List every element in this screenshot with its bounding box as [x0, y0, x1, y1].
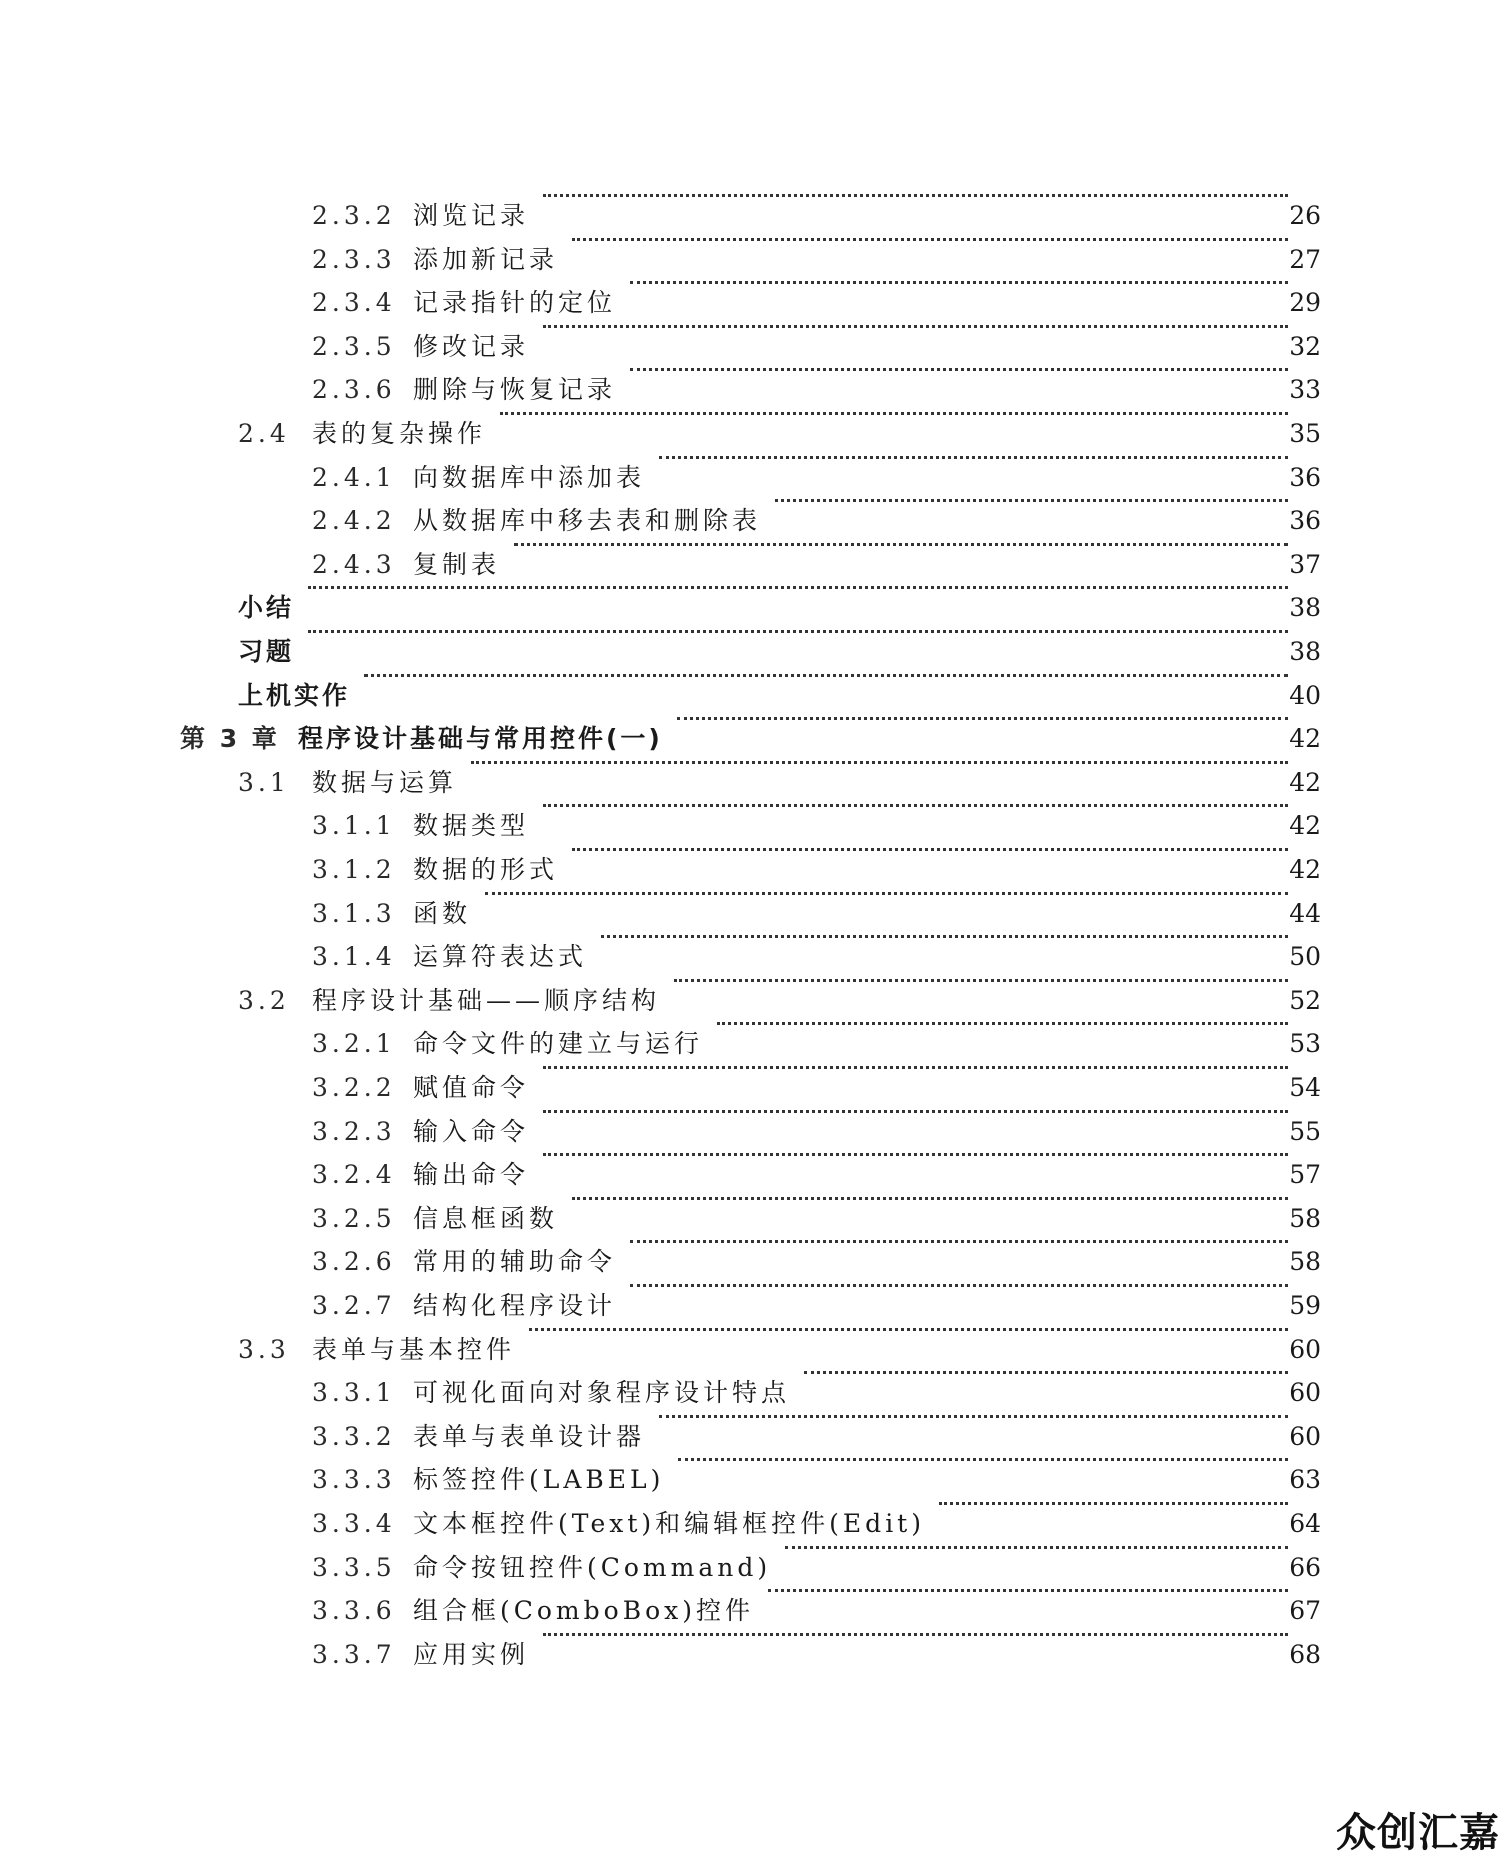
toc-entry-title: 文本框控件(Text)和编辑框控件(Edit): [413, 1509, 925, 1538]
toc-entry-title: 表的复杂操作: [312, 419, 487, 448]
toc-entry-page: 38: [1289, 593, 1321, 622]
toc-entry-page: 26: [1289, 201, 1321, 230]
dot-leader: [939, 1502, 1288, 1505]
toc-entry: [0, 543, 1504, 586]
toc-entry: [0, 1633, 1504, 1676]
dot-leader: [543, 1633, 1288, 1636]
toc-entry-title: 添加新记录: [413, 245, 559, 274]
toc-entry-page: 67: [1289, 1596, 1321, 1625]
dot-leader: [630, 1240, 1288, 1243]
toc-entry-page: 60: [1289, 1335, 1321, 1364]
toc-entry-title: 应用实例: [413, 1640, 530, 1669]
toc-entry-number: 2.3.2: [312, 201, 396, 230]
toc-entry-page: 37: [1289, 550, 1321, 579]
toc-entry: [0, 1153, 1504, 1196]
toc-entry-page: 58: [1289, 1247, 1321, 1276]
toc-entry-title: 浏览记录: [413, 201, 530, 230]
toc-entry-title: 组合框(ComboBox)控件: [413, 1596, 754, 1625]
dot-leader: [572, 1197, 1288, 1200]
toc-entry-title: 程序设计基础——顺序结构: [312, 986, 661, 1015]
toc-entry: [0, 804, 1504, 847]
dot-leader: [572, 848, 1288, 851]
toc-entry-page: 35: [1289, 419, 1321, 448]
toc-entry-page: 68: [1289, 1640, 1321, 1669]
toc-entry-number: 3.3.5: [312, 1553, 396, 1582]
toc-entry-page: 38: [1289, 637, 1321, 666]
dot-leader: [308, 586, 1288, 589]
toc-entry-page: 50: [1289, 942, 1321, 971]
dot-leader: [500, 412, 1288, 415]
toc-entry-title: 数据的形式: [413, 855, 559, 884]
toc-entry-page: 64: [1289, 1509, 1321, 1538]
dot-leader: [543, 194, 1288, 197]
toc-entry-title: 上机实作: [238, 681, 351, 710]
toc-entry-page: 36: [1289, 506, 1321, 535]
toc-entry-title: 表单与表单设计器: [413, 1422, 646, 1451]
toc-entry: [0, 848, 1504, 891]
toc-entry-title: 记录指针的定位: [413, 288, 617, 317]
toc-entry-number: 2.3.4: [312, 288, 396, 317]
dot-leader: [543, 325, 1288, 328]
toc-entry: [0, 674, 1504, 717]
toc-entry-page: 59: [1289, 1291, 1321, 1320]
toc-entry-number: 2.4: [238, 419, 290, 448]
toc-entry-page: 60: [1289, 1378, 1321, 1407]
toc-entry-number: 3.3.7: [312, 1640, 396, 1669]
toc-entry-title: 赋值命令: [413, 1073, 530, 1102]
toc-entry-page: 33: [1289, 375, 1321, 404]
toc-entry-page: 32: [1289, 332, 1321, 361]
toc-entry: [0, 761, 1504, 804]
toc-entry: [0, 238, 1504, 281]
toc-entry-title: 表单与基本控件: [312, 1335, 516, 1364]
dot-leader: [804, 1371, 1288, 1374]
dot-leader: [630, 1284, 1288, 1287]
toc-entry-title: 小结: [238, 593, 295, 622]
toc-entry-number: 3.2.5: [312, 1204, 396, 1233]
toc-entry-page: 29: [1289, 288, 1321, 317]
dot-leader: [601, 935, 1288, 938]
toc-entry: [0, 1284, 1504, 1327]
toc-entry: [0, 1066, 1504, 1109]
toc-entry-number: 3.2.3: [312, 1117, 396, 1146]
toc-entry: [0, 1197, 1504, 1240]
toc-entry: [0, 412, 1504, 455]
dot-leader: [514, 543, 1288, 546]
toc-entry-number: 3.2.7: [312, 1291, 396, 1320]
toc-entry-title: 从数据库中移去表和删除表: [413, 506, 762, 535]
toc-entry-page: 55: [1289, 1117, 1321, 1146]
dot-leader: [543, 804, 1288, 807]
dot-leader: [659, 1415, 1288, 1418]
toc-entry: [0, 499, 1504, 542]
toc-entry: [0, 630, 1504, 673]
toc-entry-number: 3.1.1: [312, 811, 396, 840]
toc-entry-page: 63: [1289, 1465, 1321, 1494]
toc-entry: [0, 717, 1504, 760]
toc-entry-number: 2.3.5: [312, 332, 396, 361]
dot-leader: [543, 1153, 1288, 1156]
toc-entry: [0, 456, 1504, 499]
dot-leader: [543, 1066, 1288, 1069]
toc-entry: [0, 892, 1504, 935]
toc-entry-page: 54: [1289, 1073, 1321, 1102]
toc-entry: [0, 368, 1504, 411]
toc-entry-number: 3.1: [238, 768, 290, 797]
dot-leader: [630, 368, 1288, 371]
dot-leader: [308, 630, 1288, 633]
toc-entry-title: 常用的辅助命令: [413, 1247, 617, 1276]
toc-entry-number: 3.3.3: [312, 1465, 396, 1494]
toc-entry-number: 3.1.4: [312, 942, 396, 971]
toc-entry-title: 信息框函数: [413, 1204, 559, 1233]
dot-leader: [768, 1589, 1288, 1592]
toc-entry-page: 42: [1289, 724, 1321, 753]
toc-entry-number: 3.1.2: [312, 855, 396, 884]
toc-entry-number: 3.3.4: [312, 1509, 396, 1538]
toc-entry-title: 命令文件的建立与运行: [413, 1029, 704, 1058]
dot-leader: [775, 499, 1288, 502]
dot-leader: [630, 281, 1288, 284]
toc-entry-title: 向数据库中添加表: [413, 463, 646, 492]
dot-leader: [529, 1328, 1288, 1331]
toc-entry-number: 3.2.1: [312, 1029, 396, 1058]
dot-leader: [364, 674, 1288, 677]
toc-entry-title: 输入命令: [413, 1117, 530, 1146]
dot-leader: [485, 892, 1288, 895]
watermark-logo: 众创汇嘉: [1336, 1810, 1500, 1856]
toc-entry-title: 命令按钮控件(Command): [413, 1553, 772, 1582]
toc-entry: [0, 935, 1504, 978]
toc-entry: [0, 194, 1504, 237]
toc-entry-number: 3.1.3: [312, 899, 396, 928]
toc-entry-number: 3.2: [238, 986, 290, 1015]
toc-entry-page: 42: [1289, 811, 1321, 840]
toc-entry-number: 3.2.4: [312, 1160, 396, 1189]
toc-entry-number: 第 3 章: [180, 724, 280, 753]
dot-leader: [674, 979, 1288, 982]
toc-entry-page: 44: [1289, 899, 1321, 928]
dot-leader: [677, 717, 1288, 720]
toc-entry-number: 2.3.6: [312, 375, 396, 404]
toc-entry: [0, 1458, 1504, 1501]
toc-entry-title: 删除与恢复记录: [413, 375, 617, 404]
dot-leader: [543, 1110, 1288, 1113]
dot-leader: [785, 1546, 1288, 1549]
toc-entry-number: 2.4.1: [312, 463, 396, 492]
dot-leader: [678, 1458, 1288, 1461]
toc-entry-number: 3.3.2: [312, 1422, 396, 1451]
toc-entry-page: 42: [1289, 768, 1321, 797]
toc-entry-number: 3.3.1: [312, 1378, 396, 1407]
dot-leader: [659, 456, 1288, 459]
dot-leader: [471, 761, 1288, 764]
toc-entry-title: 结构化程序设计: [413, 1291, 617, 1320]
toc-entry-page: 53: [1289, 1029, 1321, 1058]
toc-entry: [0, 1110, 1504, 1153]
toc-entry: [0, 1371, 1504, 1414]
toc-entry: [0, 1415, 1504, 1458]
toc-entry-number: 2.3.3: [312, 245, 396, 274]
toc-entry: [0, 1022, 1504, 1065]
toc-entry: [0, 1328, 1504, 1371]
dot-leader: [572, 238, 1288, 241]
toc-entry-title: 运算符表达式: [413, 942, 588, 971]
toc-entry-number: 2.4.2: [312, 506, 396, 535]
toc-entry-title: 数据类型: [413, 811, 530, 840]
toc-entry-page: 27: [1289, 245, 1321, 274]
dot-leader: [717, 1022, 1288, 1025]
toc-entry: [0, 979, 1504, 1022]
toc-entry-page: 60: [1289, 1422, 1321, 1451]
toc-entry: [0, 281, 1504, 324]
toc-entry-number: 2.4.3: [312, 550, 396, 579]
toc-entry-page: 40: [1289, 681, 1321, 710]
toc-entry: [0, 1589, 1504, 1632]
toc-entry-number: 3.2.2: [312, 1073, 396, 1102]
toc-entry-title: 输出命令: [413, 1160, 530, 1189]
toc-entry-page: 52: [1289, 986, 1321, 1015]
toc-entry-page: 36: [1289, 463, 1321, 492]
toc-entry: [0, 1240, 1504, 1283]
toc-entry-title: 数据与运算: [312, 768, 458, 797]
toc-entry: [0, 325, 1504, 368]
toc-entry-title: 修改记录: [413, 332, 530, 361]
toc-entry: [0, 1502, 1504, 1545]
toc-entry-title: 标签控件(LABEL): [413, 1465, 665, 1494]
toc-entry-number: 3.3.6: [312, 1596, 396, 1625]
toc-entry-title: 可视化面向对象程序设计特点: [413, 1378, 791, 1407]
toc-entry-title: 程序设计基础与常用控件(一): [298, 724, 663, 753]
toc-entry: [0, 586, 1504, 629]
toc-entry-title: 函数: [413, 899, 472, 928]
toc-entry-number: 3.2.6: [312, 1247, 396, 1276]
toc-entry-page: 66: [1289, 1553, 1321, 1582]
toc-entry-title: 复制表: [413, 550, 501, 579]
toc-entry-page: 57: [1289, 1160, 1321, 1189]
toc-entry-page: 42: [1289, 855, 1321, 884]
toc-entry-number: 3.3: [238, 1335, 290, 1364]
toc-entry-title: 习题: [238, 637, 295, 666]
toc-entry: [0, 1546, 1504, 1589]
toc-entry-page: 58: [1289, 1204, 1321, 1233]
